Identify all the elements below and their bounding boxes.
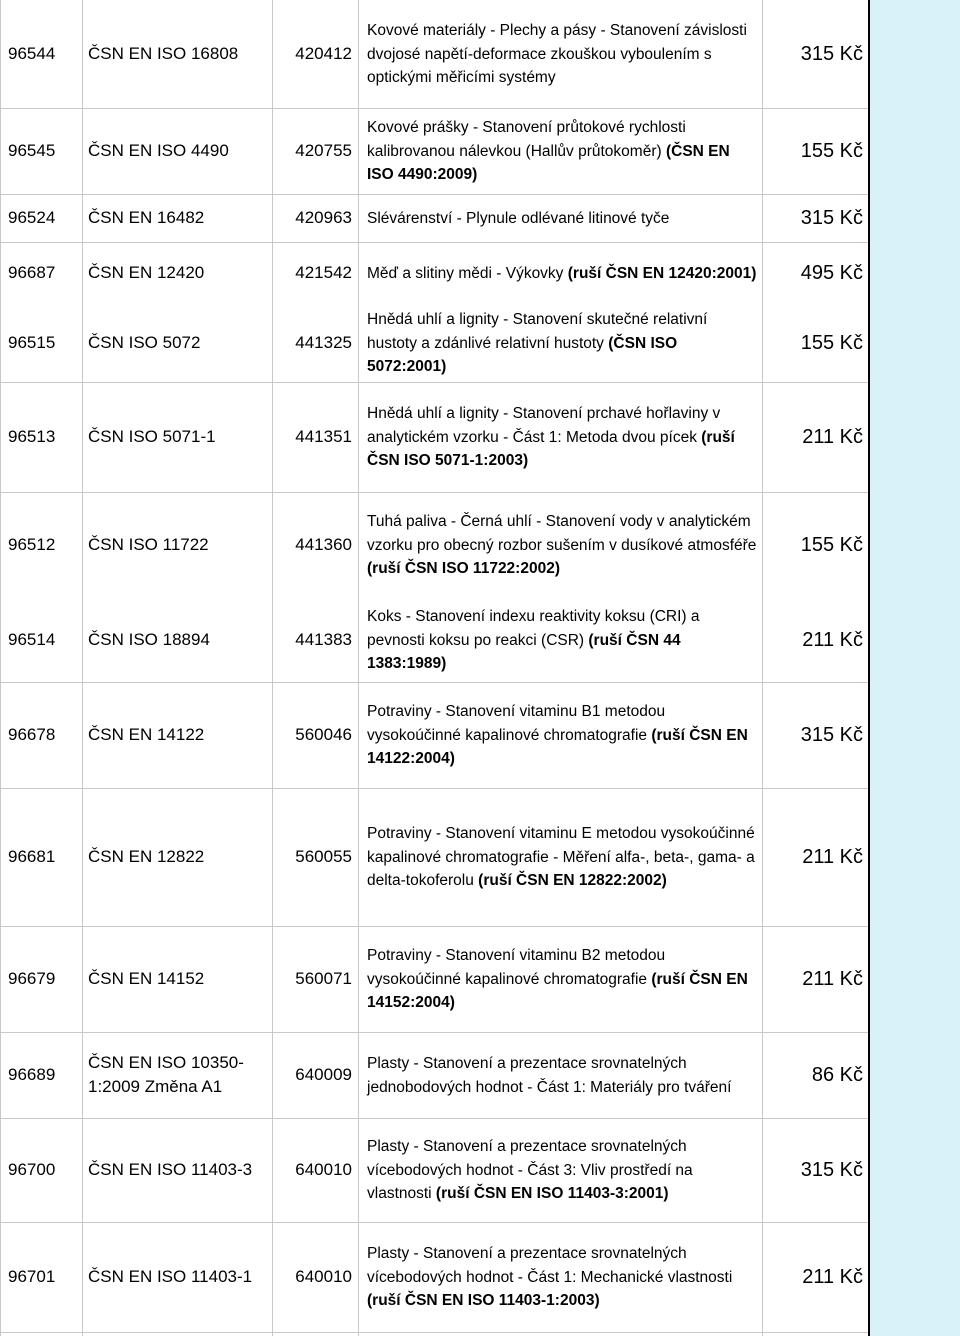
- catalog-number: 96524: [8, 208, 56, 227]
- price: 495 Kč: [800, 261, 863, 284]
- title-replaces: (ruší ČSN ISO 5071-1:2003): [367, 428, 735, 470]
- standard-title: [367, 598, 759, 682]
- standard-title: [367, 108, 759, 194]
- table-row: [0, 242, 960, 304]
- price: 211 Kč: [802, 845, 863, 868]
- price: 315 Kč: [800, 206, 863, 229]
- catalog-number: 96678: [8, 725, 56, 744]
- title-text: Potraviny - Stanovení vitaminu B1 metodou vysokoúčinné kapalinové chromatografie: [367, 703, 666, 744]
- title-replaces: (ruší ČSN EN 12420:2001): [567, 264, 757, 282]
- standard-designation: ČSN EN 14152: [88, 969, 205, 988]
- title-replaces: (ruší ČSN EN 14152:2004): [367, 970, 748, 1012]
- title-replaces: (ruší ČSN EN ISO 11403-1:2003): [367, 1292, 600, 1310]
- title-replaces: (ruší ČSN ISO 11722:2002): [367, 560, 560, 578]
- grid-line: [0, 194, 868, 195]
- grid-line: [0, 926, 868, 927]
- standard-designation: ČSN EN 16482: [88, 208, 205, 227]
- standard-title: [367, 1222, 759, 1332]
- catalog-number: 96545: [8, 141, 56, 160]
- standard-designation: ČSN EN ISO 10350-1:2009 Změna A1: [88, 1053, 244, 1096]
- classification-code: 640010: [295, 1267, 352, 1286]
- title-replaces: (ruší ČSN EN 12822:2002): [478, 872, 667, 890]
- table-row: [0, 0, 960, 108]
- standard-designation: ČSN ISO 5071-1: [88, 427, 216, 446]
- table-row: [0, 1118, 960, 1222]
- classification-code: 441383: [295, 630, 352, 649]
- table-row: [0, 1222, 960, 1332]
- title-text: Kovové materiály - Plechy a pásy - Stanovení závislosti dvojosé napětí-deformace zkouškou vyboulením s optickými měřicími systémy: [367, 22, 747, 87]
- standard-designation: ČSN EN 14122: [88, 725, 205, 744]
- grid-line: [82, 0, 83, 1336]
- standard-designation: ČSN EN 12420: [88, 263, 205, 282]
- standard-designation: ČSN EN ISO 11403-1: [88, 1267, 253, 1286]
- grid-line: [0, 1032, 868, 1033]
- standard-designation: ČSN EN ISO 11403-3: [88, 1160, 253, 1179]
- title-text: Plasty - Stanovení a prezentace srovnatelných vícebodových hodnot - Část 1: Mechanické vlastnosti: [367, 1245, 733, 1286]
- table-row: [0, 1032, 960, 1118]
- classification-code: 560071: [295, 969, 352, 988]
- grid-line: [272, 0, 273, 1336]
- catalog-number: 96514: [8, 630, 56, 649]
- table-row: [0, 382, 960, 492]
- classification-code: 441360: [295, 535, 352, 554]
- standard-designation: ČSN EN ISO 16808: [88, 44, 239, 63]
- price: 315 Kč: [800, 1158, 863, 1181]
- table-row: [0, 108, 960, 194]
- classification-code: 441351: [295, 427, 352, 446]
- table-row: [0, 194, 960, 242]
- catalog-number: 96681: [8, 847, 56, 866]
- standard-title: [367, 0, 759, 108]
- price: 315 Kč: [800, 723, 863, 746]
- title-text: Potraviny - Stanovení vitaminu E metodou vysokoúčinné kapalinové chromatografie - Měření alfa-, beta-, gama- a delta-tokoferolu: [367, 825, 755, 890]
- price: 211 Kč: [802, 1265, 863, 1288]
- price: 211 Kč: [802, 967, 863, 990]
- title-text: Potraviny - Stanovení vitaminu B2 metodou vysokoúčinné kapalinové chromatografie: [367, 947, 666, 988]
- title-text: Kovové prášky - Stanovení průtokové rychlosti kalibrovanou nálevkou (Hallův průtokoměr): [367, 119, 686, 160]
- title-text: Hnědá uhlí a lignity - Stanovení prchavé hořlaviny v analytickém vzorku - Část 1: Metoda dvou pícek: [367, 405, 721, 446]
- grid-line: [0, 788, 868, 789]
- classification-code: 420412: [295, 44, 352, 63]
- catalog-number: 96513: [8, 427, 56, 446]
- title-replaces: (ČSN ISO 5072:2001): [367, 334, 678, 376]
- classification-code: 560046: [295, 725, 352, 744]
- title-replaces: (ruší ČSN 44 1383:1989): [367, 631, 681, 673]
- standard-designation: ČSN EN ISO 4490: [88, 141, 229, 160]
- title-text: Tuhá paliva - Černá uhlí - Stanovení vody v analytickém vzorku pro obecný rozbor sušením v dusíkové atmosféře: [367, 513, 757, 554]
- catalog-number: 96544: [8, 44, 56, 63]
- title-text: Koks - Stanovení indexu reaktivity koksu (CRI) a pevnosti koksu po reakci (CSR): [367, 608, 700, 649]
- standard-title: [367, 194, 759, 242]
- catalog-number: 96512: [8, 535, 56, 554]
- standard-designation: ČSN ISO 5072: [88, 333, 201, 352]
- table-row: [0, 788, 960, 926]
- classification-code: 420755: [295, 141, 352, 160]
- title-text: Hnědá uhlí a lignity - Stanovení skutečné relativní hustoty a zdánlivé relativní hustoty: [367, 311, 708, 352]
- table-row: [0, 304, 960, 382]
- catalog-number: 96687: [8, 263, 56, 282]
- price: 155 Kč: [800, 533, 863, 556]
- grid-line: [0, 1222, 868, 1223]
- classification-code: 441325: [295, 333, 352, 352]
- price: 155 Kč: [800, 139, 863, 162]
- standard-designation: ČSN ISO 18894: [88, 630, 210, 649]
- price: 155 Kč: [800, 331, 863, 354]
- standard-designation: ČSN ISO 11722: [88, 535, 209, 554]
- standard-title: [367, 382, 759, 492]
- catalog-number: 96701: [8, 1267, 56, 1286]
- classification-code: 560055: [295, 847, 352, 866]
- classification-code: 640010: [295, 1160, 352, 1179]
- classification-code: 420963: [295, 208, 352, 227]
- grid-line: [0, 1118, 868, 1119]
- table-row: [0, 682, 960, 788]
- standard-title: [367, 304, 759, 382]
- standard-designation: ČSN EN 12822: [88, 847, 205, 866]
- grid-line: [0, 1332, 868, 1333]
- standard-title: [367, 788, 759, 926]
- classification-code: 421542: [295, 263, 352, 282]
- title-text: Měď a slitiny mědi - Výkovky: [367, 264, 568, 282]
- table-row: [0, 492, 960, 598]
- title-replaces: (ruší ČSN EN ISO 11403-3:2001): [435, 1185, 669, 1203]
- catalog-number: 96515: [8, 333, 56, 352]
- title-replaces: (ruší ČSN EN 14122:2004): [367, 726, 748, 768]
- title-text: Plasty - Stanovení a prezentace srovnatelných jednobodových hodnot - Část 1: Materiály pro tváření: [367, 1055, 732, 1096]
- price: 315 Kč: [800, 42, 863, 65]
- standard-title: [367, 1118, 759, 1222]
- title-text: Slévárenství - Plynule odlévané litinové tyče: [367, 209, 670, 227]
- table-row: [0, 598, 960, 682]
- standard-title: [367, 242, 759, 304]
- title-text: Plasty - Stanovení a prezentace srovnatelných vícebodových hodnot - Část 3: Vliv prostředí na vlastnosti: [367, 1138, 693, 1203]
- standard-title: [367, 926, 759, 1032]
- grid-line: [0, 382, 868, 383]
- grid-line: [0, 492, 868, 493]
- standard-title: [367, 492, 759, 598]
- catalog-number: 96679: [8, 969, 56, 988]
- title-replaces: (ČSN EN ISO 4490:2009): [367, 142, 730, 184]
- grid-line: [0, 108, 868, 109]
- grid-line: [762, 0, 763, 1336]
- catalog-number: 96689: [8, 1065, 56, 1084]
- grid-line: [358, 0, 359, 1336]
- table-row: [0, 926, 960, 1032]
- standard-title: [367, 1032, 759, 1118]
- grid-line: [0, 0, 1, 1336]
- price: 86 Kč: [811, 1063, 863, 1086]
- grid-line: [0, 682, 868, 683]
- price: 211 Kč: [802, 425, 863, 448]
- price: 211 Kč: [802, 628, 863, 651]
- catalog-number: 96700: [8, 1160, 56, 1179]
- grid-line: [0, 242, 868, 243]
- classification-code: 640009: [295, 1065, 352, 1084]
- standard-title: [367, 682, 759, 788]
